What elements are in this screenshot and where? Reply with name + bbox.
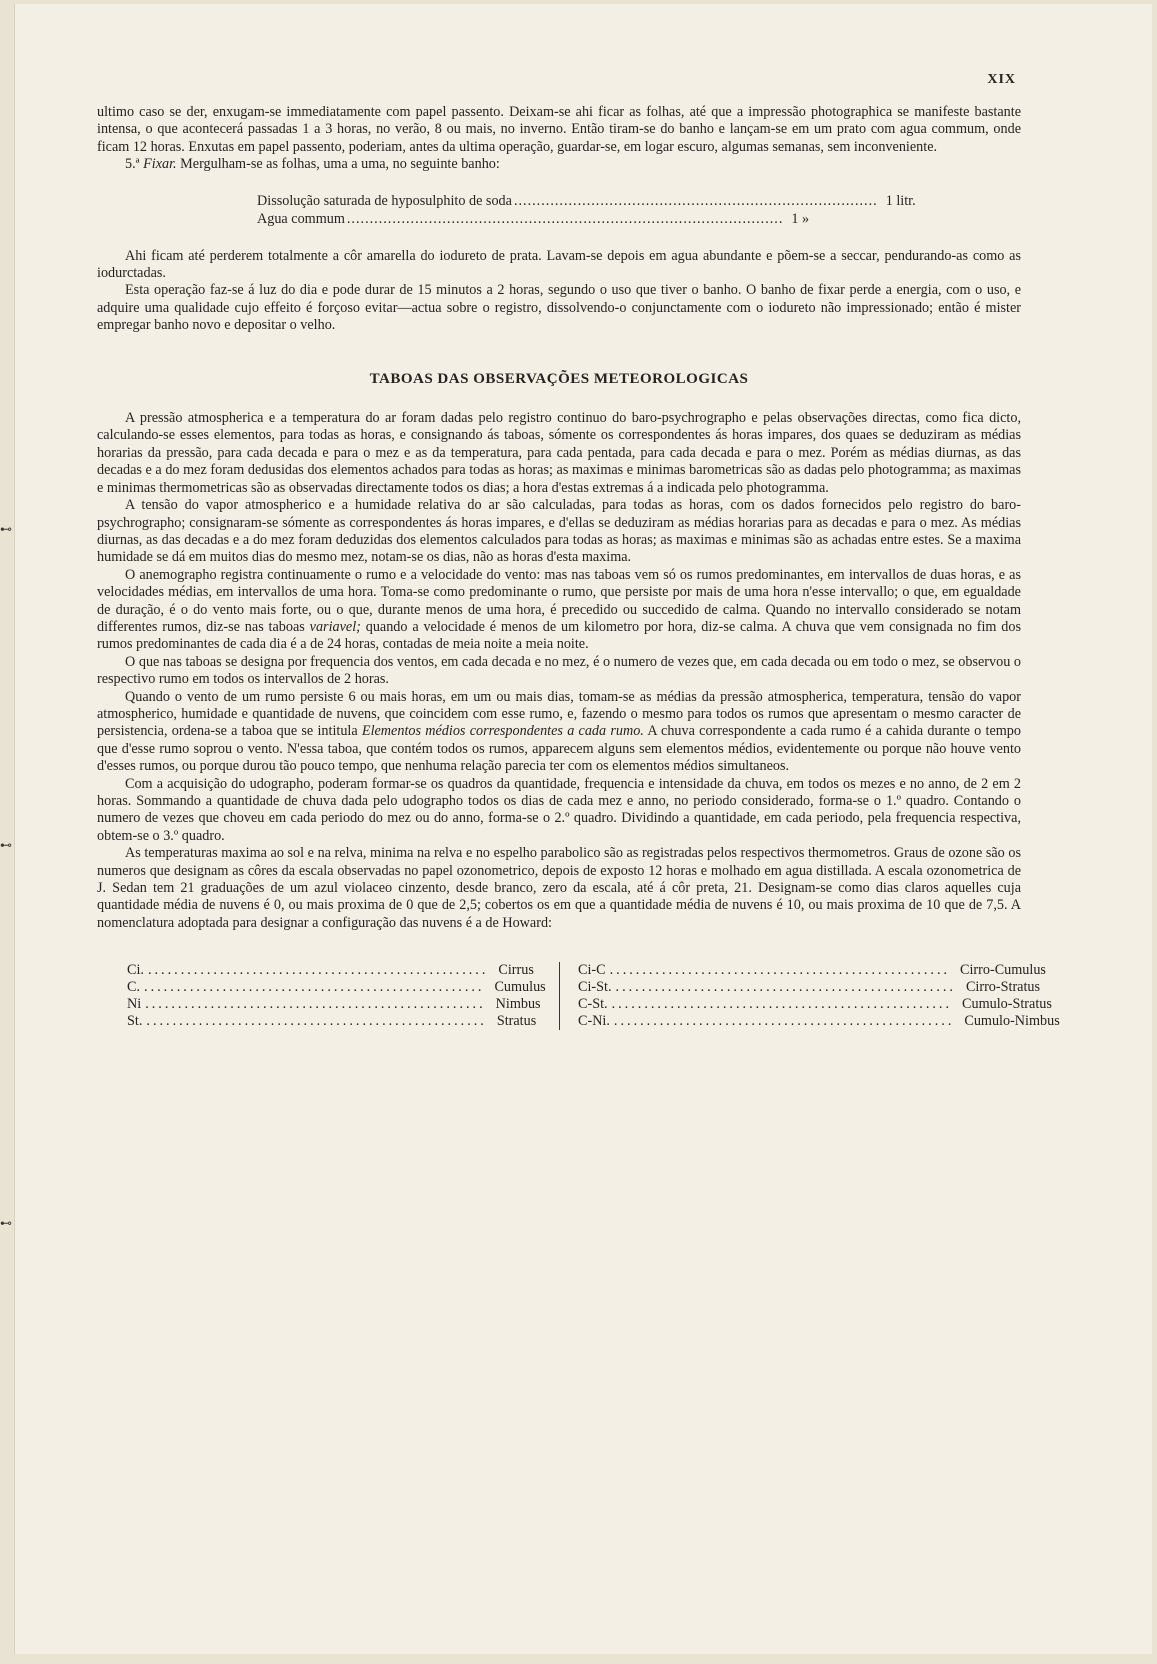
- leader-dots: ....................................................: [613, 1013, 955, 1030]
- leader-dots: ....................................................: [611, 996, 953, 1013]
- intro-paragraph: ultimo caso se der, enxugam-se immediatamente com papel passento. Deixam-se ahi ficar as folhas, até que a impressão photographica se manifeste bastante intensa, o que acontecerá passadas 1 a 3 horas, no verão, 8 ou mais, no inverno. Então tiram-se do banho e lançam-se em um prato com agua commum, onde ficam 12 horas. Enxutas em papel passento, poderiam, antes da ultima operação, guardar-se, em logar escuro, algumas semanas, sem inconveniente.: [97, 104, 1021, 155]
- section-title: TABOAS DAS OBSERVAÇÕES METEOROLOGICAS: [369, 370, 749, 387]
- leader-dots: ....................................................: [615, 979, 956, 996]
- cloud-abbreviation: C-Ni.: [578, 1013, 610, 1030]
- leader-dots: ....................................................: [144, 979, 485, 996]
- leader-dots: ....................................................: [147, 962, 489, 979]
- margin-mark: ⊷: [0, 1216, 12, 1230]
- leader-dots: ....................................................: [146, 1013, 487, 1030]
- paragraph-pressure: A pressão atmospherica e a temperatura do ar foram dadas pelo registro continuo do baro-psychrographo e pelas observações directas, como fica dicto, calculando-se esses elementos, para todas as horas, e consignando ás taboas, sómente os correspondentes ás horas impares, dos quaes se deduziram as médias horarias da pressão, para cada decada e para o mez e as da temperatura, para cada pentada, para cada decada e para o mez. Porém as médias diurnas, as das decadas e a do mez foram dedusidas dos elementos achados para todas as horas; as maximas e minimas barometricas são as dadas pelo photogramma; as maximas e minimas thermometricas são as observadas directamente todos os dias; a hora d'estas extremas á a indicada pelo photogramma.: [97, 410, 1021, 496]
- paragraph-vapor: A tensão do vapor atmospherico e a humidade relativa do ar são calculadas, para todas as horas, com os dados fornecidos pelo registro do baro-psychrographo; consignaram-se sómente as correspondentes ás horas impares, e d'ellas se deduziram as médias horarias para as decadas e para o mez. As médias diurnas, as das decadas e a do mez foram deduzidas dos elementos calculados para todas as horas; as maximas e minimas são as achadas entre estes. Se a maxima humidade se dá em muitos dias do mesmo mez, notam-se os dias, não as horas d'esta maxima.: [97, 497, 1021, 566]
- cloud-name: Cumulo-Nimbus: [964, 1013, 1060, 1030]
- cloud-row: [127, 979, 547, 996]
- cloud-row: [578, 979, 1041, 996]
- ingredient-name: Dissolução saturada de hyposulphito de soda: [257, 192, 512, 209]
- cloud-abbreviation: Ni: [127, 996, 142, 1013]
- ingredient-quantity: 1 litr.: [885, 192, 916, 209]
- step-5-paragraph: [97, 156, 1021, 173]
- ingredient-row: [257, 192, 916, 210]
- cloud-row: [127, 962, 547, 979]
- cloud-column-right: [559, 962, 1060, 1030]
- cloud-name: Cumulus: [494, 979, 546, 996]
- cloud-abbreviation: Ci-St.: [578, 979, 612, 996]
- cloud-nomenclature-table: [127, 962, 1060, 1030]
- leader-dots: ................................................................................................: [346, 210, 784, 227]
- paragraph-udograph: Com a acquisição do udographo, poderam formar-se os quadros da quantidade, frequencia e intensidade da chuva, em todos os mezes e no anno, de 2 em 2 horas. Sommando a quantidade de chuva dada pelo udographo todos os dias de cada mez e anno, no periodo considerado, forma-se o 1.º quadro. Contando o numero de vezes que choveu em cada periodo do mez ou do anno, forma-se o 2.º quadro. Dividindo a quantidade, em cada periodo, pela frequencia respectiva, obtem-se o 3.º quadro.: [97, 775, 1021, 844]
- paragraph-frequency: O que nas taboas se designa por frequencia dos ventos, em cada decada e no mez, é o numero de vezes que, em cada decada ou em todo o mez, se observou o respectivo rumo em todos os intervallos de 2 horas.: [97, 653, 1021, 688]
- page-body: [97, 104, 1060, 1030]
- paragraph-temperatures: As temperaturas maxima ao sol e na relva, minima na relva e no espelho parabolico são as registradas pelos respectivos thermometros. Graus de ozone são os numeros que designam as côres da escala observadas no papel ozonometrico, depois de exposto 12 horas e molhado em agua distillada. A escala ozonometrica de J. Sedan tem 21 graduações de um azul violaceo cinzento, desde branco, zero da escala, até á côr preta, 21. Designam-se como dias claros aquelles cuja quantidade média de nuvens é 0, ou mais proxima de 0 que de 2,5; cobertos os em que a quantidade média de nuvens é 10, ou mais proxima de 10 que de 7,5. A nomenclatura adoptada para designar a configuração das nuvens é a de Howard:: [97, 845, 1021, 931]
- ingredient-row: [257, 210, 817, 228]
- cloud-abbreviation: C-St.: [578, 996, 608, 1013]
- cloud-abbreviation: Ci.: [127, 962, 144, 979]
- step-5-title: Fixar.: [143, 156, 177, 173]
- cloud-name: Nimbus: [495, 996, 541, 1013]
- cloud-row: [578, 1013, 1060, 1030]
- cloud-row: [127, 1013, 547, 1030]
- cloud-abbreviation: C.: [127, 979, 141, 996]
- ingredient-quantity: 1 »: [791, 210, 810, 227]
- document-page: [14, 4, 1152, 1654]
- step-5-text: Mergulham-se as folhas, uma a uma, no seguinte banho:: [180, 156, 500, 173]
- cloud-row: [127, 996, 547, 1013]
- cloud-column-left: [127, 962, 559, 1030]
- cloud-name: Stratus: [496, 1013, 537, 1030]
- margin-mark: ⊷: [0, 838, 12, 852]
- paragraph-wind-persistence: Quando o vento de um rumo persiste 6 ou mais horas, em um ou mais dias, tomam-se as médias da pressão atmospherica, temperatura, tensão do vapor atmospherico, humidade e quantidade de nuvens, que coincidem com esse rumo, e, fazendo o mesmo para todos os rumos que apresentam o mesmo caracter de persistencia, ordena-se a taboa que se intitula Elementos médios correspondentes a cada rumo. A chuva correspondente a cada rumo é a cahida durante o tempo que d'esse rumo soprou o vento. N'essa taboa, que contém todos os rumos, apparecem alguns sem elementos médios, evidentemente ou porque não houve vento d'esses rumos, ou porque durou tão pouco tempo, que nenhuma relação parecia ter com os elementos médios simultaneos.: [97, 688, 1021, 775]
- cloud-name: Cirro-Stratus: [965, 979, 1041, 996]
- cloud-abbreviation: St.: [127, 1013, 143, 1030]
- paragraph-anemograph: O anemographo registra continuamente o rumo e a velocidade do vento: mas nas taboas vem só os rumos predominantes, em intervallos de duas horas, e as velocidades médias, em intervallos de uma hora. Toma-se como predominante o rumo, que persiste por mais de uma hora n'esse intervallo; o que, em egualdade de duração, é o do vento mais forte, ou o que, durante menos de uma hora, é precedido ou succedido de calma. Quando no intervallo considerado se notam differentes rumos, diz-se nas taboas variavel; quando a velocidade é menos de um kilometro por hora, diz-se calma. A chuva que vem consignada no fim dos rumos predominantes de cada dia é a de 24 horas, contadas de meia noite a meia noite.: [97, 566, 1022, 653]
- step-5-number: 5.ª: [125, 156, 140, 173]
- leader-dots: ....................................................: [609, 962, 951, 979]
- margin-mark: ⊷: [0, 522, 12, 536]
- cloud-row: [578, 962, 1046, 979]
- fix-paragraph: Ahi ficam até perderem totalmente a côr amarella do iodureto de prata. Lavam-se depois em agua abundante e põem-se a seccar, pendurando-as como as iodurctadas.: [97, 247, 1021, 282]
- page-number: XIX: [987, 72, 1016, 87]
- cloud-abbreviation: Ci-C: [578, 962, 606, 979]
- fix-paragraph: Esta operação faz-se á luz do dia e pode durar de 15 minutos a 2 horas, segundo o uso que tiver o banho. O banho de fixar perde a energia, com o uso, e adquire uma qualidade cujo effeito é forçoso evitar—actua sobre o registro, dissolvendo-o conjunctamente com o iodureto não impressionado; então é mister empregar banho novo e depositar o velho.: [97, 282, 1021, 334]
- cloud-name: Cirro-Cumulus: [960, 962, 1046, 979]
- cloud-row: [578, 996, 1052, 1013]
- ingredient-name: Agua commum: [257, 210, 345, 227]
- cloud-name: Cumulo-Stratus: [962, 996, 1052, 1013]
- leader-dots: ................................................................................: [513, 192, 878, 209]
- bath-ingredients: [257, 192, 916, 228]
- leader-dots: ....................................................: [145, 996, 486, 1013]
- cloud-name: Cirrus: [498, 962, 534, 979]
